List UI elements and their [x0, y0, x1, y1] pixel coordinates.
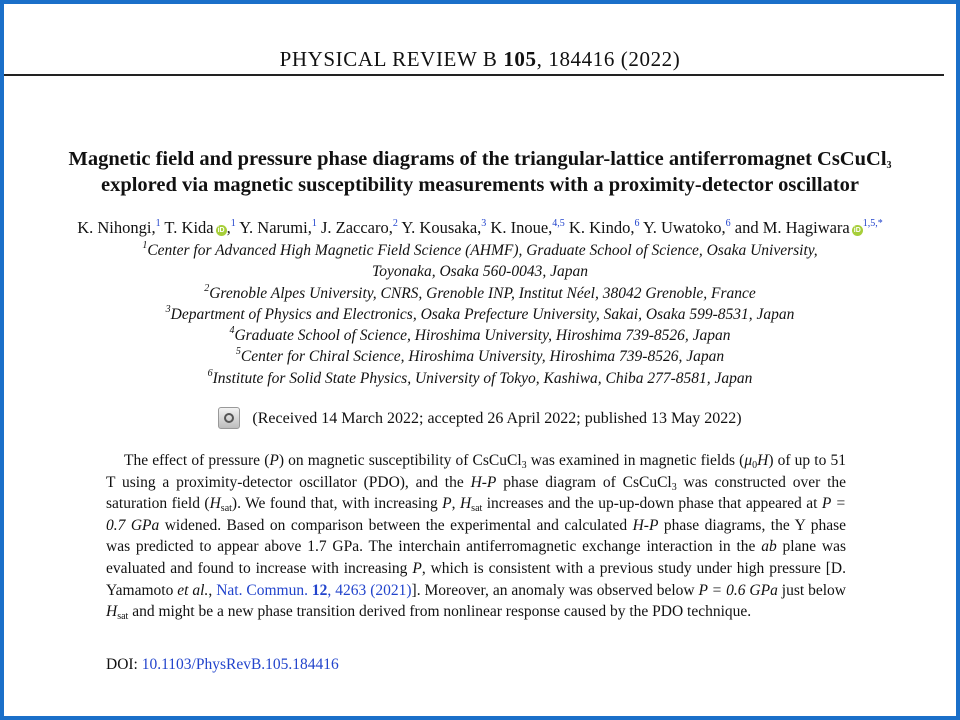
received-dates: (Received 14 March 2022; accepted 26 April 2022; published 13 May 2022): [252, 410, 742, 427]
author[interactable]: Y. Kousaka,$^3$: [401, 218, 487, 237]
header-divider: [4, 74, 944, 76]
affiliation-1-cont: Toyonaka, Osaka 560-0043, Japan: [372, 263, 588, 280]
author-list: [0, 218, 960, 238]
affiliation-6: $^6$Institute for Solid State Physics, University of Tokyo, Kashiwa, Chiba 277-8581, Japan: [207, 368, 753, 387]
doi-line: [106, 656, 339, 674]
author[interactable]: J. Zaccaro,$^2$: [320, 218, 398, 237]
author[interactable]: K. Inoue,$^{4,5}$: [490, 218, 565, 237]
affiliation-4: $^4$Graduate School of Science, Hiroshima University, Hiroshima 739-8526, Japan: [229, 325, 731, 344]
paper-title: Magnetic field and pressure phase diagrams of the triangular-lattice antiferromagnet CsCuCl$_3$ explored via magnetic susceptibility measurements with a proximity-detector oscillator: [68, 148, 892, 196]
affiliation-5: $^5$Center for Chiral Science, Hiroshima University, Hiroshima 739-8526, Japan: [235, 346, 725, 365]
doi-link[interactable]: 10.1103/PhysRevB.105.184416: [141, 656, 339, 673]
affiliation-3: $^3$Department of Physics and Electronics, Osaka Prefecture University, Sakai, Osaka 599-8531, Japan: [165, 304, 795, 323]
affiliation-2: $^2$Grenoble Alpes University, CNRS, Grenoble INP, Institut Néel, 38042 Grenoble, France: [204, 283, 756, 302]
crossmark-icon[interactable]: [218, 407, 240, 429]
author[interactable]: T. Kida iD ,$^1$: [164, 218, 236, 237]
author[interactable]: K. Kindo,$^6$: [568, 218, 640, 237]
journal-name: PHYSICAL REVIEW B: [279, 47, 498, 71]
orcid-icon[interactable]: iD: [853, 227, 861, 234]
journal-header: [0, 47, 960, 72]
reference-link[interactable]: Nat. Commun. 12, 4263 (2021): [216, 581, 412, 599]
author[interactable]: and M. Hagiwara $iD^{1,5,*}$: [734, 218, 883, 237]
journal-volume: 105: [503, 47, 537, 71]
article-number-year: , 184416 (2022): [536, 47, 681, 71]
publication-history: [0, 407, 960, 429]
affiliation-1: $^1$Center for Advanced High Magnetic Field Science (AHMF), Graduate School of Science, Osaka University,: [142, 240, 818, 259]
author[interactable]: Y. Uwatoko,$^6$: [642, 218, 731, 237]
author[interactable]: Y. Narumi,$^1$: [239, 218, 317, 237]
orcid-icon[interactable]: iD: [217, 227, 225, 234]
doi-label: DOI:: [106, 656, 142, 673]
author[interactable]: K. Nihongi,$^1$: [77, 218, 161, 237]
abstract: The effect of pressure (P) on magnetic susceptibility of CsCuCl$_3$ was examined in magnetic fields $(\mu_0H)$ of up to 51 T using a proximity-detector oscillator (PDO), and the H-P phase diagram of CsCuCl$_3$ was constructed over the saturation field $(H_{sat})$. We found that, with increasing P, $H_{sat}$ increases and the up-up-down phase that appeared at P = 0.7 GPa widened. Based on comparison between the experimental and calculated H-P phase diagrams, the Y phase was predicted to appear above 1.7 GPa. The interchain antiferromagnetic exchange interaction in the ab plane was evaluated and found to increase with increasing P, which is consistent with a previous study under high pressure [D. Yamamoto et al., Nat. Commun. 12, 4263 (2021)]. Moreover, an anomaly was observed below P = 0.6 GPa just below $H_{sat}$ and might be a new phase transition derived from nonlinear response caused by the PDO technique.: [106, 452, 847, 623]
